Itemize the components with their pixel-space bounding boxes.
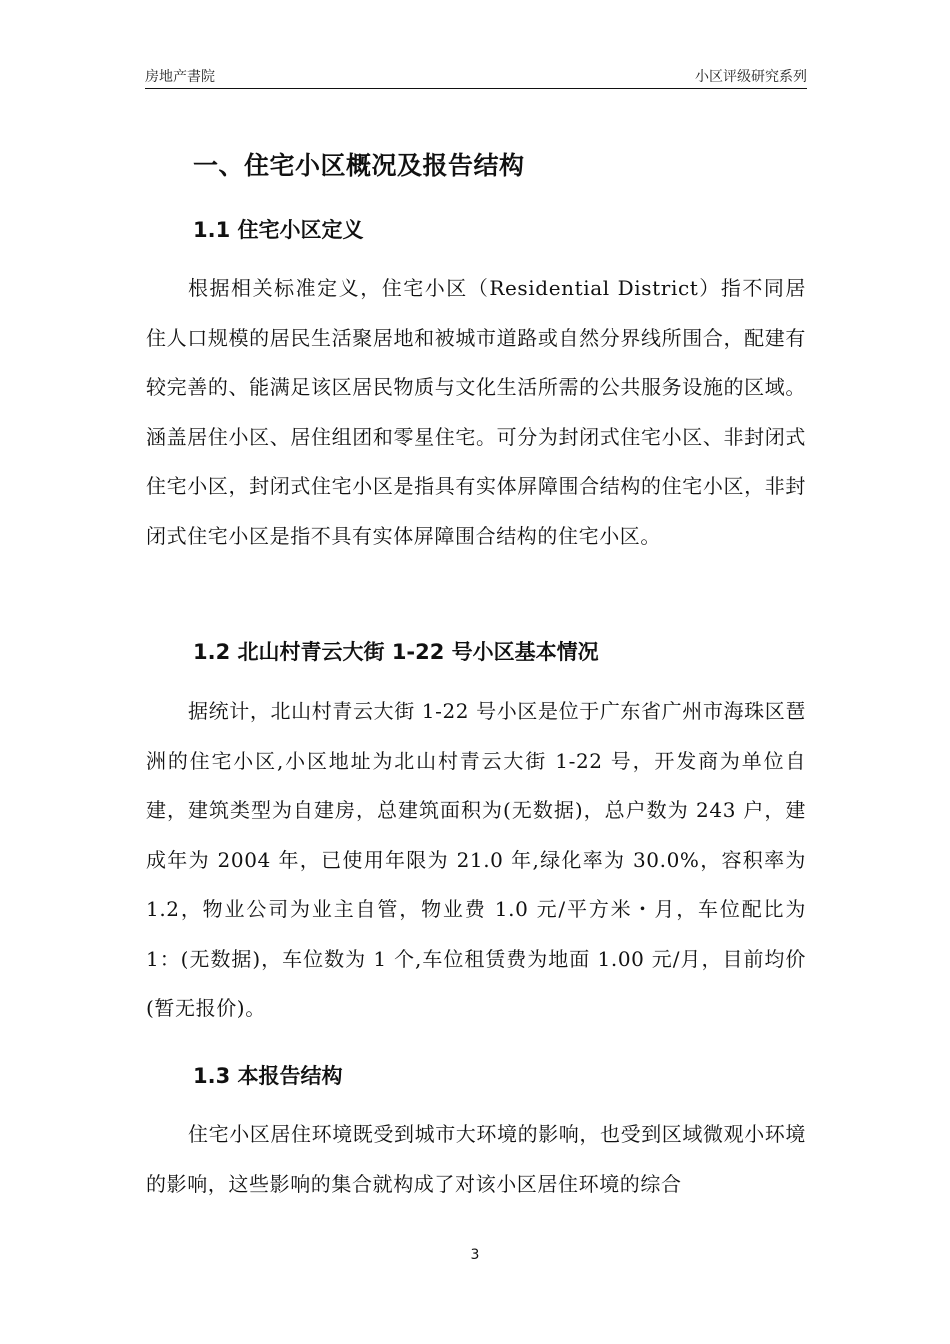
page-number: 3 <box>470 1247 480 1263</box>
heading-1-3: 1.3 本报告结构 <box>193 1064 343 1088</box>
heading-1-1: 1.1 住宅小区定义 <box>193 218 364 242</box>
paragraph-1-1: 根据相关标准定义，住宅小区（Residential District）指不同居住人口规模的居民生活聚居地和被城市道路或自然分界线所围合，配建有较完善的、能满足该区居民物质与文化生活所需的公共服务设施的区域。涵盖居住小区、居住组团和零星住宅。可分为封闭式住宅小区、非封闭式住宅小区，封闭式住宅小区是指具有实体屏障围合结构的住宅小区，非封闭式住宅小区是指不具有实体屏障围合结构的住宅小区。 <box>146 276 806 548</box>
page-header <box>145 66 807 88</box>
header-publisher: 房地产書院 <box>145 69 215 85</box>
section-title: 一、住宅小区概况及报告结构 <box>193 151 525 180</box>
paragraph-1-2: 据统计，北山村青云大街 1-22 号小区是位于广东省广州市海珠区琶洲的住宅小区,小区地址为北山村青云大街 1-22 号，开发商为单位自建，建筑类型为自建房，总建筑面积为(无数据)，总户数为 243 户，建成年为 2004 年，已使用年限为 21.0 年,绿化率为 30.0%，容积率为 1.2，物业公司为业主自管，物业费 1.0 元/平方米・月，车位配比为 1：(无数据)，车位数为 1 个,车位租赁费为地面 1.00 元/月，目前均价(暂无报价)。 <box>146 699 806 1020</box>
header-divider <box>145 88 807 89</box>
paragraph-1-3: 住宅小区居住环境既受到城市大环境的影响，也受到区域微观小环境的影响，这些影响的集合就构成了对该小区居住环境的综合 <box>146 1122 806 1196</box>
header-series: 小区评级研究系列 <box>695 69 807 85</box>
heading-1-2: 1.2 北山村青云大街 1-22 号小区基本情况 <box>193 640 599 664</box>
